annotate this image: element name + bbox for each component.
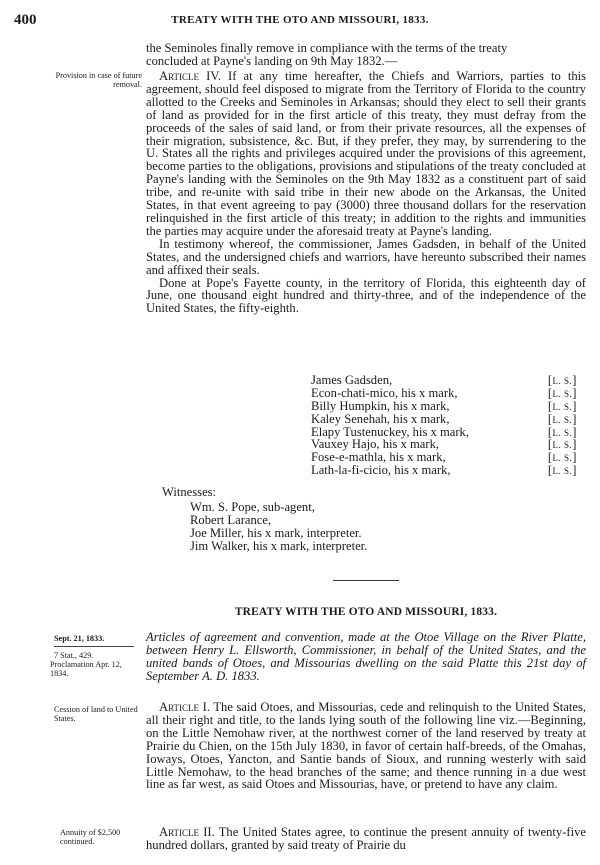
seal-mark: [L. S.] [547, 437, 577, 452]
header-title: TREATY WITH THE OTO AND MISSOURI, 1833. [171, 14, 429, 26]
witness-entry: Joe Miller, his x mark, interpreter. [190, 525, 362, 540]
article-4 [146, 70, 586, 315]
signatory-name: Elapy Tustenuckey, his x mark, [311, 424, 469, 439]
margin-note-future-removal: Provision in case of future removal. [55, 71, 142, 89]
running-head [14, 12, 586, 30]
article-1-label: Article I. [159, 700, 210, 714]
witness-list [190, 501, 367, 553]
proclamation-note: Proclamation Apr. 12, 1834. [50, 660, 122, 678]
date-rule [54, 646, 134, 647]
signatory-name: Kaley Senehah, his x mark, [311, 411, 450, 426]
margin-note-cession: Cession of land to United States. [54, 705, 138, 723]
signatory-name: Vauxey Hajo, his x mark, [311, 437, 440, 452]
seal-mark: [L. S.] [547, 373, 577, 387]
opening-line: concluded at Payne's landing on 9th May 1832.— [146, 53, 398, 68]
witness-entry: Jim Walker, his x mark, interpreter. [190, 538, 368, 553]
article-1 [146, 701, 586, 791]
signatory-name: Billy Humpkin, his x mark, [311, 398, 450, 413]
treaty-title: TREATY WITH THE OTO AND MISSOURI, 1833. [234, 606, 498, 618]
opening-lines [146, 42, 586, 68]
done-at-paragraph: Done at Pope's Fayette county, in the territory of Florida, this eighteenth day of June, one thousand eight hundred and thirty-three, and of the independence of the United States, the fifty-eighth. [146, 275, 586, 316]
article-1-text: The said Otoes, and Missourias, cede and relinquish to the United States, all their right and title, to the lands lying south of the following line viz.—Beginning, on the Little Nemohaw river, at the northwest corner of the land reserved by treaty at Prairie du Chien, on the 15th July 1830, in favor of certain half-breeds, of the Omahas, Ioways, Otoes, Yancton, and Santie bands of Sioux, and running westerly with said Little Nemohaw, to the head branches of the same; and thence running in a due west line as far west, as said Otoes and Missourias, have, or pretend to have any claim. [146, 700, 587, 792]
seal-mark: [L. S.] [547, 450, 577, 465]
seal-mark: [L. S.] [547, 411, 577, 426]
seal-mark: [L. S.] [547, 398, 577, 413]
signature-row [311, 464, 577, 477]
margin-note-annuity: Annuity of $2,500 continued. [60, 828, 121, 846]
date-note: Sept. 21, 1833. [54, 634, 105, 643]
section-divider [333, 580, 399, 581]
witnesses-label: Witnesses: [162, 485, 217, 499]
signatory-name: Fose-e-mathla, his x mark, [311, 450, 446, 465]
article-4-label: Article IV. [159, 69, 221, 83]
article-2-label: Article II. [159, 825, 215, 839]
signatory-name: Lath-la-fi-cicio, his x mark, [311, 463, 451, 478]
witness-entry: Wm. S. Pope, sub-agent, [190, 500, 315, 514]
witness-entry: Robert Larance, [190, 512, 272, 527]
page-number: 400 [14, 12, 37, 28]
seal-mark: [L. S.] [547, 424, 577, 439]
article-2 [146, 826, 586, 852]
testimony-paragraph: In testimony whereof, the commissioner, James Gadsden, in behalf of the United States, and the undersigned chiefs and warriors, have hereunto subscribed their names and affixed their seals. [146, 236, 586, 277]
signatory-name: James Gadsden, [311, 373, 393, 387]
seal-mark: [L. S.] [547, 463, 577, 478]
article-2-text: The United States agree, to continue the present annuity of twenty-five hundred dollars, granted by said treaty of Prairie du [146, 825, 586, 852]
signatory-name: Econ-chati-mico, his x mark, [311, 385, 458, 400]
seal-mark: [L. S.] [547, 385, 577, 400]
opening-line: the Seminoles finally remove in compliance with the terms of the treaty [146, 41, 508, 55]
preamble: Articles of agreement and convention, made at the Otoe Village on the River Platte, between Henry L. Ellsworth, Commissioner, in behalf of the United States, and the united bands of Otoes, and Missourias dwelling on the said Platte this 21st day of September A. D. 1833. [146, 630, 586, 683]
stat-note: 7 Stat., 429. [54, 651, 94, 660]
article-4-text: If at any time hereafter, the Chiefs and Warriors, parties to this agreement, should feel disposed to migrate from the Territory of Florida to the country allotted to the Creeks and Seminoles in Arkansas; should they elect to sell their grants of land as provided for in the first article of this treaty, they must defray from the proceeds of the sales of said land, or from their private resources, all the expenses of their migration, subsistence, &c. But, if they prefer, they may, by surrendering to the U. States all the rights and privileges acquired under the provisions of this agreement, become parties to the obligations, provisions and stipulations of the treaty concluded at Payne's landing with the Seminoles on the 9th May 1832 as a constituent part of said tribe, and re-unite with said tribe in their new abode on the Arkansas, the United States, in that event agreeing to pay (3000) three thousand dollars for the reservation relinquished in the first article of this treaty; in addition to the rights and immunities the parties may acquire under the aforesaid treaty at Payne's landing. [146, 69, 587, 238]
signature-block [311, 374, 577, 477]
